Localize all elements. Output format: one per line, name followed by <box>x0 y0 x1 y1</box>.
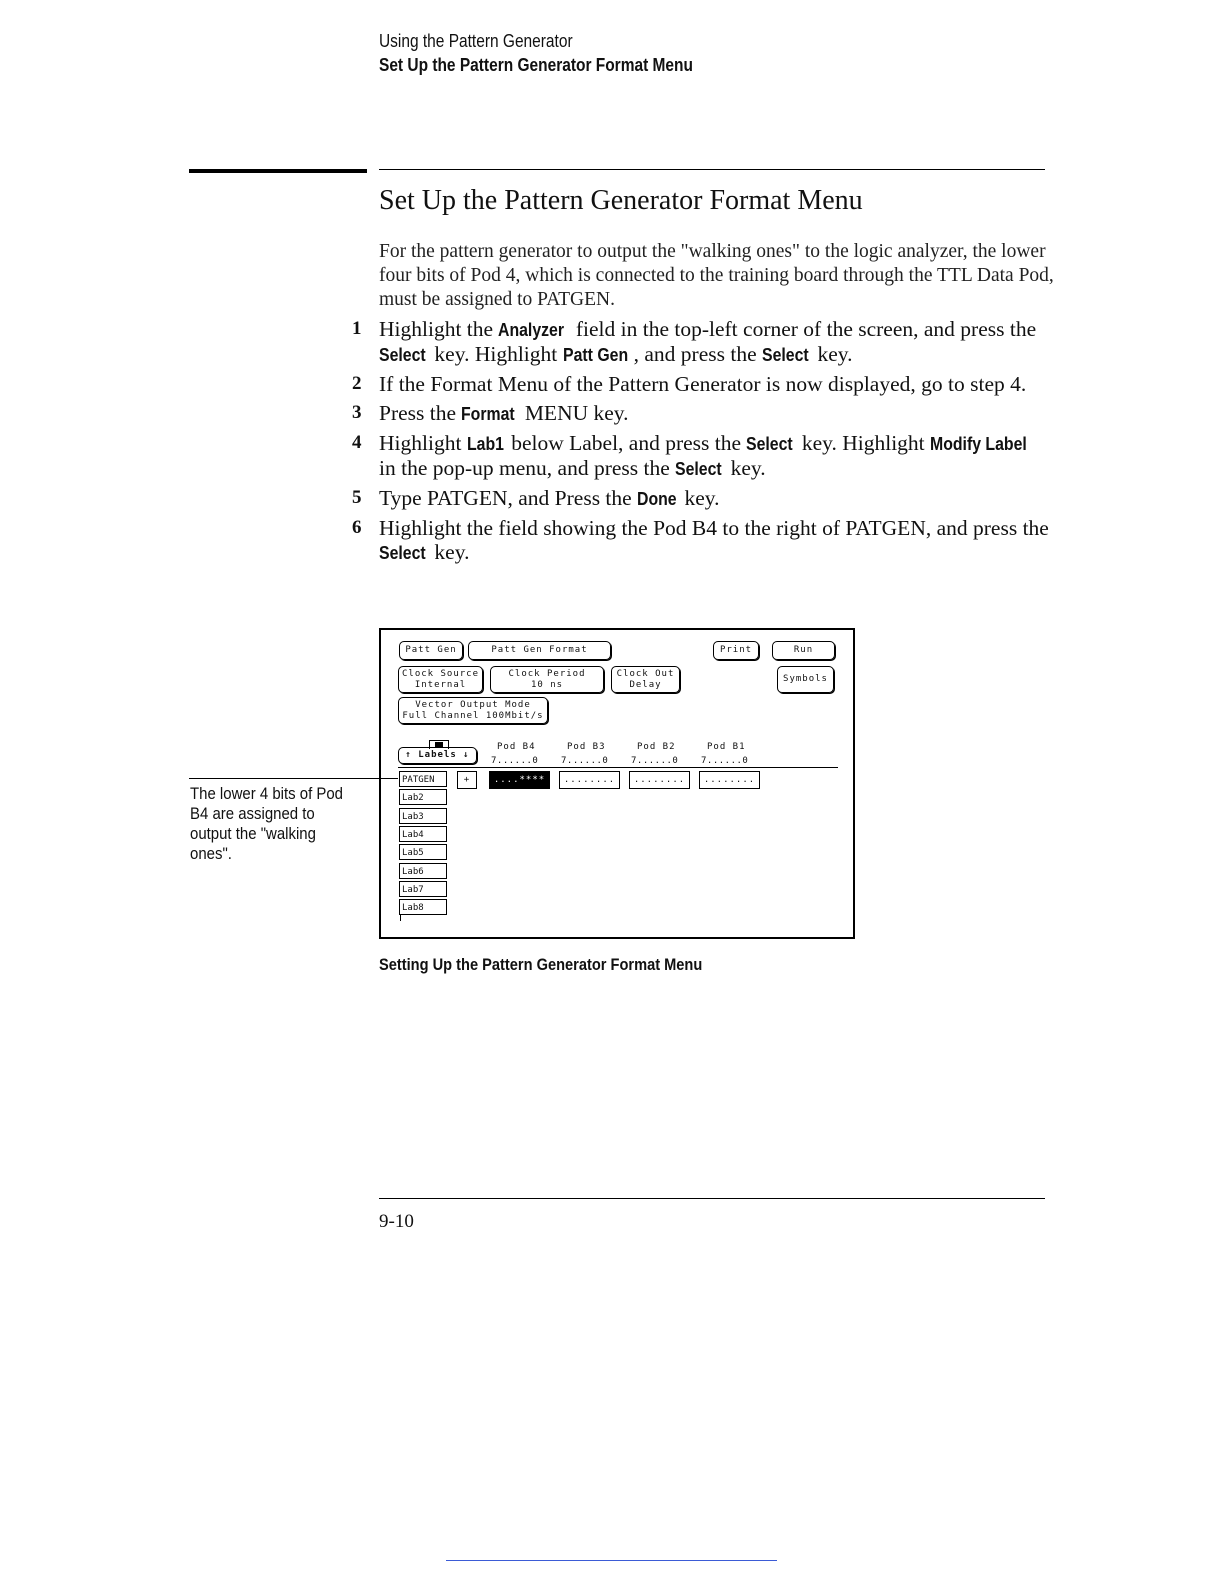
pod-bit-range: 7......0 <box>701 756 749 766</box>
key-name: Modify Label <box>930 434 1027 454</box>
pod-bit-range: 7......0 <box>491 756 539 766</box>
step-text-run: below Label, and press the <box>505 431 747 455</box>
pod-bit-range: 7......0 <box>561 756 609 766</box>
step-text-run: Highlight <box>379 431 467 455</box>
step-text <box>379 431 1052 481</box>
run-button[interactable]: Run <box>772 641 835 660</box>
label-item[interactable]: Lab3 <box>399 808 447 824</box>
vector-output-mode-button[interactable]: Vector Output Mode Full Channel 100Mbit/s <box>398 697 548 724</box>
pod-assignment-field[interactable]: ........ <box>559 771 620 789</box>
key-name: Patt Gen <box>562 345 628 365</box>
label-item[interactable]: Lab7 <box>399 881 447 897</box>
add-label-button[interactable]: + <box>457 771 477 789</box>
step-item <box>352 516 1052 565</box>
label-item[interactable]: Lab4 <box>399 826 447 842</box>
symbols-button[interactable]: Symbols <box>777 666 834 693</box>
pod-header: Pod B4 <box>497 742 536 752</box>
header-divider <box>398 767 838 768</box>
step-text-run: Press the <box>379 401 462 425</box>
clock-period-button[interactable]: Clock Period 10 ns <box>490 666 604 693</box>
step-item <box>352 372 1052 396</box>
footer-rule <box>379 1198 1045 1199</box>
bottom-link-underline <box>446 1560 777 1561</box>
key-name: Select <box>762 345 809 365</box>
key-name: Done <box>637 489 677 509</box>
callout-text: The lower 4 bits of Pod B4 are assigned to output the "walking ones". <box>190 784 344 863</box>
step-text <box>379 317 1052 367</box>
section-rule-thick <box>189 169 367 173</box>
step-text <box>379 516 1052 565</box>
step-number: 1 <box>352 318 362 339</box>
format-title-button[interactable]: Patt Gen Format <box>468 641 611 660</box>
step-item <box>352 401 1052 426</box>
key-name: Lab1 <box>466 434 504 454</box>
step-number: 6 <box>352 517 362 538</box>
step-number: 3 <box>352 402 362 423</box>
step-text <box>379 401 1052 426</box>
label-item[interactable]: Lab2 <box>399 789 447 805</box>
step-text-run: key. <box>725 456 766 480</box>
step-number: 2 <box>352 373 362 394</box>
labels-scroll-button[interactable]: ↑ Labels ↓ <box>398 747 477 764</box>
steps-list <box>352 317 1052 570</box>
label-item[interactable]: Lab6 <box>399 863 447 879</box>
clock-source-button[interactable]: Clock Source Internal <box>398 666 483 693</box>
step-text-run: in the pop-up menu, and press the <box>379 456 676 480</box>
step-text-run: key. Highlight <box>796 431 931 455</box>
patt-gen-button[interactable]: Patt Gen <box>399 641 463 660</box>
label-item[interactable]: PATGEN <box>399 771 447 787</box>
running-header-subsection: Set Up the Pattern Generator Format Menu <box>379 55 693 75</box>
step-text-run: , and press the <box>633 342 763 366</box>
key-name: Select <box>746 434 794 454</box>
section-rule-thin <box>379 169 1045 170</box>
clock-out-button[interactable]: Clock Out Delay <box>611 666 680 693</box>
figure-caption: Setting Up the Pattern Generator Format Menu <box>379 955 703 974</box>
intro-paragraph: For the pattern generator to output the "walking ones" to the logic analyzer, the lower four bits of Pod 4, which is connected to the training board through the TTL Data Pod, must be assigned to PATGEN. <box>379 241 1054 310</box>
key-name: Select <box>379 345 426 365</box>
label-item[interactable]: Lab8 <box>399 899 447 915</box>
step-text <box>379 372 1052 396</box>
key-name: Select <box>675 459 722 479</box>
key-name: Select <box>379 543 426 563</box>
step-text-run: MENU key. <box>519 401 629 425</box>
pod-header: Pod B2 <box>637 742 676 752</box>
step-number: 5 <box>352 487 362 508</box>
step-text <box>379 486 1052 511</box>
key-name: Analyzer <box>498 320 565 340</box>
pod-header: Pod B1 <box>707 742 746 752</box>
section-title: Set Up the Pattern Generator Format Menu <box>379 185 863 216</box>
pod-assignment-field[interactable]: ........ <box>629 771 690 789</box>
step-text-run: key. Highlight <box>429 342 563 366</box>
step-text-run: key. <box>679 486 720 510</box>
pod-bit-range: 7......0 <box>631 756 679 766</box>
step-text-run: If the Format Menu of the Pattern Generator is now displayed, go to step 4. <box>379 372 1027 396</box>
pod-header: Pod B3 <box>567 742 606 752</box>
key-name: Format <box>461 404 516 424</box>
step-text-run: Highlight the field showing the Pod B4 to the right of PATGEN, and press the <box>379 516 1049 540</box>
label-item[interactable]: Lab5 <box>399 844 447 860</box>
running-header-section: Using the Pattern Generator <box>379 31 573 51</box>
pod-assignment-field[interactable]: ....**** <box>489 771 550 789</box>
step-text-run: field in the top-left corner of the screen, and press the <box>570 317 1037 341</box>
step-item <box>352 486 1052 511</box>
pod-assignment-field[interactable]: ........ <box>699 771 760 789</box>
step-text-run: Type PATGEN, and Press the <box>379 486 638 510</box>
step-text-run: key. <box>812 342 853 366</box>
step-item <box>352 317 1052 367</box>
step-number: 4 <box>352 432 362 453</box>
step-text-run: key. <box>429 540 470 564</box>
step-item <box>352 431 1052 481</box>
callout-leader-line <box>189 778 398 779</box>
page-number: 9-10 <box>379 1211 414 1232</box>
step-text-run: Highlight the <box>379 317 499 341</box>
list-tick <box>400 915 401 921</box>
analyzer-screen-figure <box>379 628 855 939</box>
print-button[interactable]: Print <box>713 641 759 660</box>
